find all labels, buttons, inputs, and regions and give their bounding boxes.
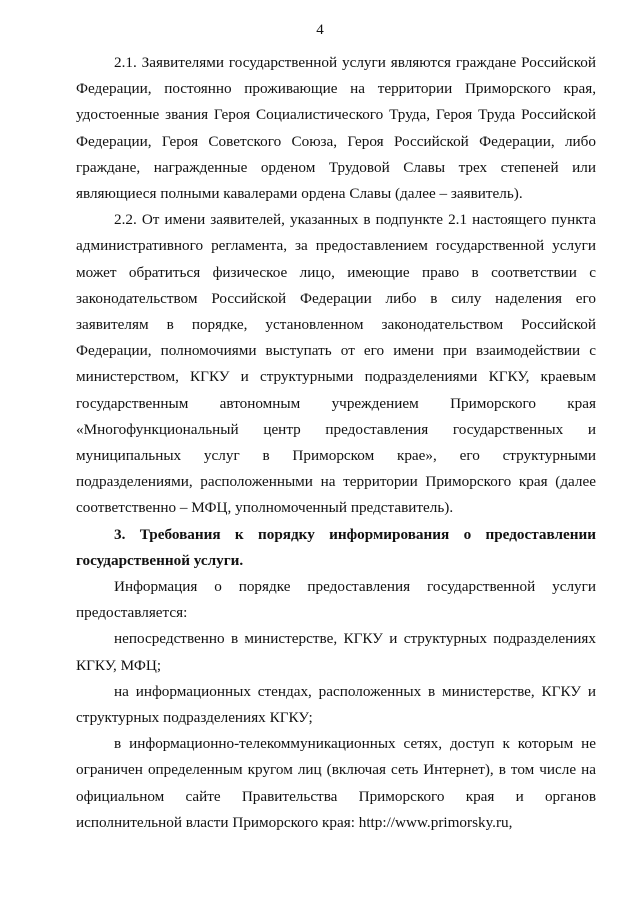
list-item-information-stands: на информационных стендах, расположенных в министерстве, КГКУ и структурных подразделениях КГКУ; xyxy=(76,682,596,727)
document-body xyxy=(76,50,596,836)
paragraph-2-2-representatives: 2.2. От имени заявителей, указанных в подпункте 2.1 настоящего пункта административного регламента, за предоставлением государственной услуги может обратиться физическое лицо, имеющие право в соответствии с законодательством Российской Федерации либо в силу наделения его заявителям в порядке, установленном законодательством Российской Федерации, полномочиями выступать от его имени при взаимодействии с министерством, КГКУ и структурными подразделениями КГКУ, краевым государственным автономным учреждением Приморского края «Многофункциональный центр предоставления государственных и муниципальных услуг в Приморском крае», его структурными подразделениями, расположенными на территории Приморского края (далее соответственно – МФЦ, уполномоченный представитель). xyxy=(76,211,596,517)
list-item-internet-networks: в информационно-телекоммуникационных сетях, доступ к которым не ограничен определенным кругом лиц (включая сеть Интернет), в том числе на официальном сайте Правительства Приморского края и органов исполнительной власти Приморского края: http://www.primorsky.ru, xyxy=(76,735,596,831)
paragraph-2-1-applicants: 2.1. Заявителями государственной услуги являются граждане Российской Федерации, постоянно проживающие на территории Приморского края, удостоенные звания Героя Социалистического Труда, Героя Труда Российской Федерации, Героя Советского Союза, Героя Российской Федерации, либо граждане, награжденные орденом Трудовой Славы трех степеней или являющиеся полными кавалерами ордена Славы (далее – заявитель). xyxy=(76,54,596,203)
page-number: 4 xyxy=(316,22,324,38)
paragraph-information-provided: Информация о порядке предоставления государственной услуги предоставляется: xyxy=(76,578,596,622)
list-item-directly-in-ministry: непосредственно в министерстве, КГКУ и структурных подразделениях КГКУ, МФЦ; xyxy=(76,630,596,674)
section-3-heading: 3. Требования к порядку информирования о предоставлении государственной услуги. xyxy=(76,525,596,569)
